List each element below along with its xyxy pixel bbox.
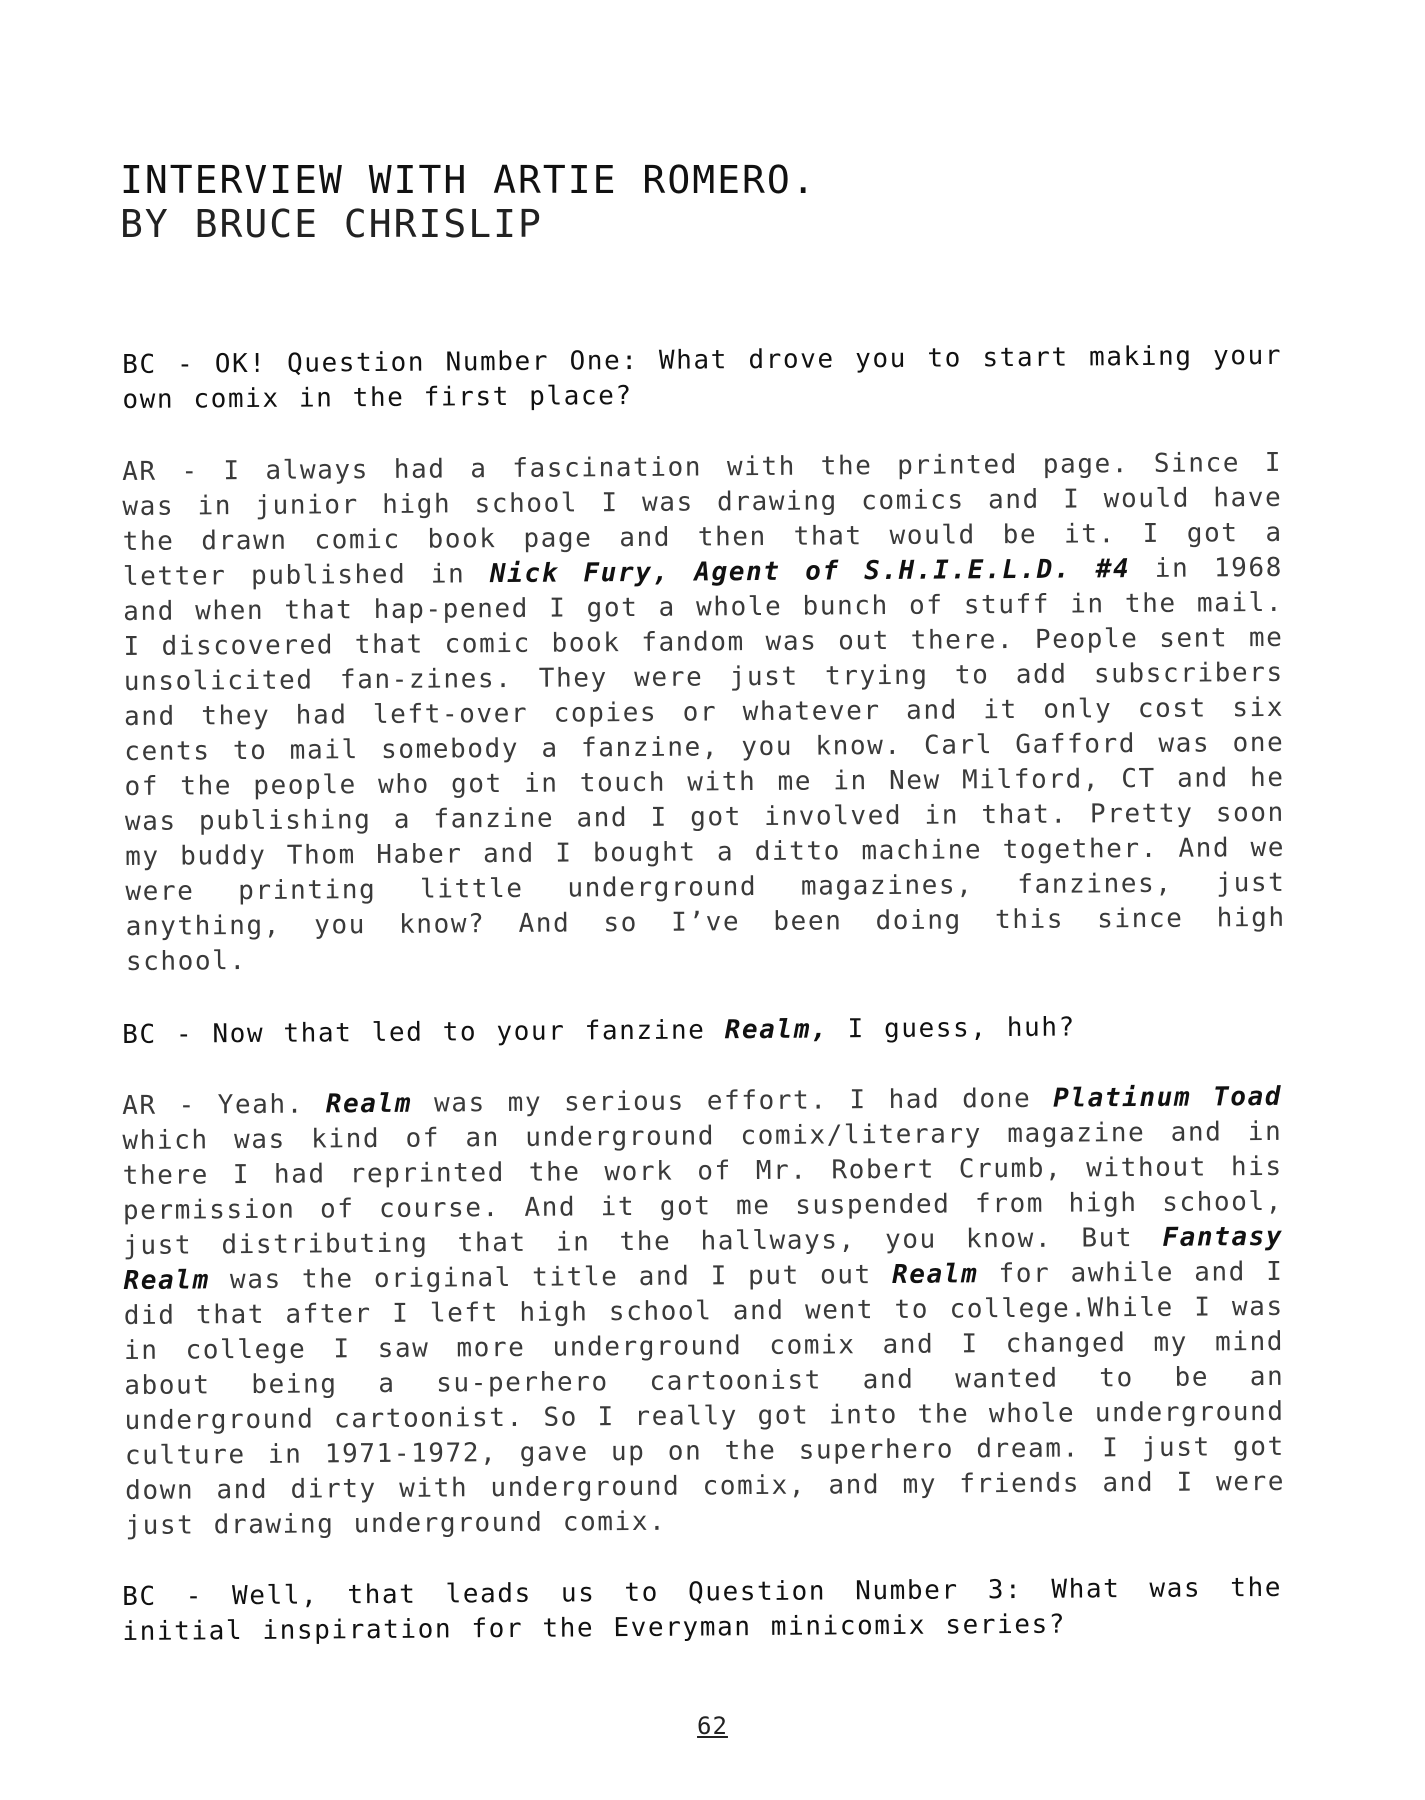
publication-title: Nick Fury, Agent of S.H.I.E.L.D. #4 <box>489 554 1131 590</box>
question-3 <box>122 1571 1283 1650</box>
publication-title: Platinum Toad <box>1053 1081 1283 1114</box>
question-1 <box>122 339 1283 418</box>
answer-2 <box>122 1080 1286 1544</box>
answer-2-text-d: was the original title and I put out <box>209 1259 893 1296</box>
answer-1 <box>122 446 1286 980</box>
answer-2-text-a: AR - Yeah. <box>122 1089 326 1121</box>
publication-title: Realm, <box>724 1014 829 1046</box>
page-number: 62 <box>697 1712 728 1740</box>
answer-1-text-a: AR - I always had a fascination with the printed page. Since I was in junior high school I was drawing comics and I would have the drawn comic book page and then that would be it. I got a letter published in <box>122 447 1283 592</box>
answer-1-text-b: in 1968 and when that hap-pened I got a whole bunch of stuff in the mail. I discovered that comic book fandom was out there. People sent me unsolicited fan-zines. They were just trying to add subscribers and they had left-over copies or whatever and it only cost six cents to mail somebody a fanzine, you know. Carl Gafford was one of the people who got in touch with me in New Milford, CT and he was publishing a fanzine and I got involved in that. Pretty soon my buddy Thom Haber and I bought a ditto machine together. And we were printing little underground magazines, fanzines, just anything, you know? And so I’ve been doing this since high school. <box>123 552 1286 977</box>
page-title: INTERVIEW WITH ARTIE ROMERO. <box>120 158 817 202</box>
question-2-text-b: I guess, huh? <box>828 1012 1076 1045</box>
answer-2-text-b: was my serious effort. I had done <box>412 1083 1054 1119</box>
publication-title: Realm <box>325 1088 413 1120</box>
question-3-text: BC - Well, that leads us to Question Number 3: What was the initial inspiration for the Everyman minicomix series? <box>122 1572 1283 1647</box>
answer-2-text-c: which was kind of an underground comix/literary magazine and in there I had reprinted the work of Mr. Robert Crumb, without his permission of course. And it got me suspended from high school, just distributing that in the hallways, you know. But <box>122 1116 1284 1261</box>
title-block <box>120 158 817 246</box>
question-2-text-a: BC - Now that led to your fanzine <box>122 1015 725 1050</box>
answer-2-text-e: for awhile and I did that after I left high school and went to college.While I was in college I saw more underground comix and I changed my mind about being a su-perhero cartoonist and wanted to be an underground cartoonist. So I really got into the whole underground culture in 1971-1972, gave up on the superhero dream. I just got down and dirty with underground comix, and my friends and I were just drawing underground comix. <box>123 1256 1286 1541</box>
publication-title: Realm <box>891 1259 979 1290</box>
publication-title: Fantasy Realm <box>123 1221 1284 1296</box>
interview-body <box>122 340 1286 1650</box>
question-1-text: BC - OK! Question Number One: What drove you to start making your own comix in the first place? <box>122 340 1283 415</box>
byline: BY BRUCE CHRISLIP <box>120 202 543 246</box>
